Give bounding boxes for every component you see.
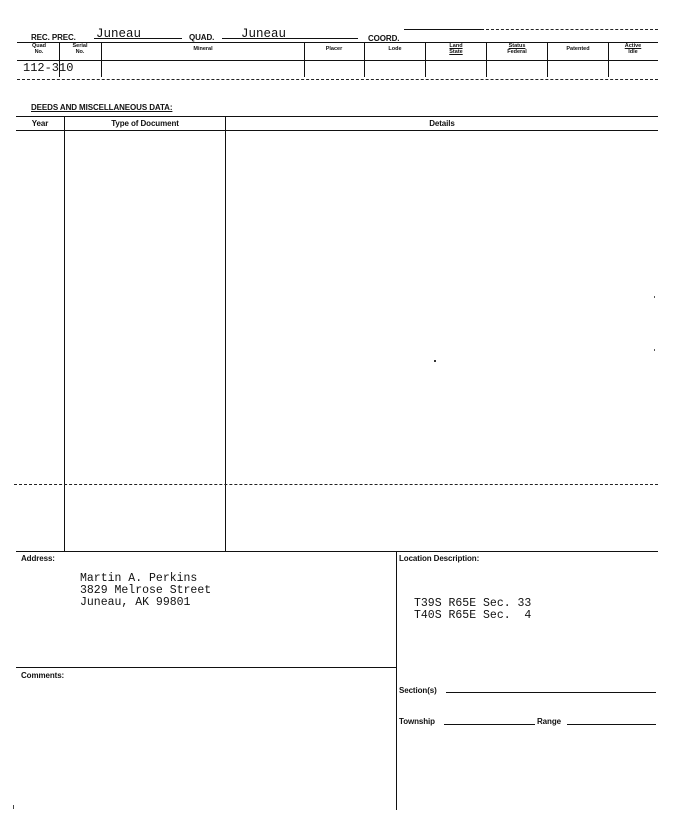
col-header-line: Idle (628, 48, 638, 55)
col-header-line: No. (34, 48, 44, 55)
col-header-line: Serial (72, 43, 88, 49)
location-description-block[interactable] (414, 598, 531, 622)
col-header-line: Quad (31, 43, 47, 49)
deeds-table-header-rule (16, 130, 658, 131)
col-header-patented: Patented (566, 46, 590, 52)
deeds-section-title: DEEDS AND MISCELLANEOUS DATA: (31, 103, 173, 112)
id-col-divider (486, 42, 487, 77)
id-table-top-rule (17, 42, 658, 43)
address-line: Martin A. Perkins (80, 572, 198, 585)
col-header-line: No. (75, 48, 85, 55)
col-header-line: Status (508, 43, 526, 49)
township-field[interactable] (444, 724, 535, 725)
rec-prec-value[interactable]: Juneau (96, 27, 142, 41)
rec-prec-underline (94, 38, 182, 39)
col-header-line: Federal (507, 48, 527, 55)
location-description-label: Location Description: (399, 554, 480, 563)
col-header-line: State (449, 48, 463, 55)
address-comments-divider (16, 667, 396, 668)
scan-speck (434, 360, 436, 362)
deeds-dashed-separator (14, 484, 658, 485)
id-table-bottom-dash (17, 79, 658, 80)
quad-underline (222, 38, 358, 39)
address-line: Juneau, AK 99801 (80, 596, 191, 609)
bottom-vertical-divider (396, 551, 397, 810)
deeds-col-divider-year (64, 116, 65, 551)
scan-speck (654, 296, 655, 298)
sections-label: Section(s) (399, 686, 437, 695)
col-header-quad-no (24, 44, 54, 55)
col-header-line: Land (449, 43, 463, 49)
quad-value[interactable]: Juneau (241, 27, 287, 41)
col-header-serial-no (62, 44, 98, 55)
col-header-mineral: Mineral (193, 46, 213, 52)
id-col-divider (304, 42, 305, 77)
quad-no-value[interactable]: 112-310 (23, 61, 74, 75)
deeds-col-details: Details (429, 119, 455, 128)
deeds-col-year: Year (31, 119, 49, 128)
col-header-line: Active (624, 43, 642, 49)
location-line: T39S R65E Sec. 33 (414, 597, 532, 610)
address-label: Address: (21, 554, 55, 563)
comments-label: Comments: (21, 671, 65, 680)
id-col-divider (547, 42, 548, 77)
scan-speck (654, 349, 655, 351)
col-header-land-status (427, 44, 485, 55)
sections-field[interactable] (446, 692, 656, 693)
address-line: 3829 Melrose Street (80, 584, 212, 597)
quad-label: QUAD. (189, 33, 215, 42)
col-header-lode: Lode (388, 46, 402, 52)
deeds-col-type: Type of Document (111, 119, 179, 128)
id-col-divider (608, 42, 609, 77)
col-header-active-idle (610, 44, 656, 55)
rec-prec-label: REC. PREC. (31, 33, 76, 42)
col-header-placer: Placer (325, 46, 343, 52)
id-col-divider (425, 42, 426, 77)
address-block[interactable] (80, 573, 211, 609)
id-table-mid-rule (17, 60, 658, 61)
coord-label: COORD. (368, 34, 400, 43)
location-line: T40S R65E Sec. 4 (414, 609, 532, 622)
range-label: Range (537, 717, 561, 726)
coord-dashed-line (486, 29, 658, 30)
deeds-table-top-rule (16, 116, 658, 117)
coord-underline (404, 29, 484, 30)
deeds-table-bottom-rule (16, 551, 658, 552)
range-field[interactable] (567, 724, 656, 725)
scan-speck (13, 805, 14, 809)
id-col-divider (101, 42, 102, 77)
id-col-divider (364, 42, 365, 77)
deeds-col-divider-type (225, 116, 226, 551)
col-header-status-federal (488, 44, 546, 55)
township-label: Township (399, 717, 435, 726)
